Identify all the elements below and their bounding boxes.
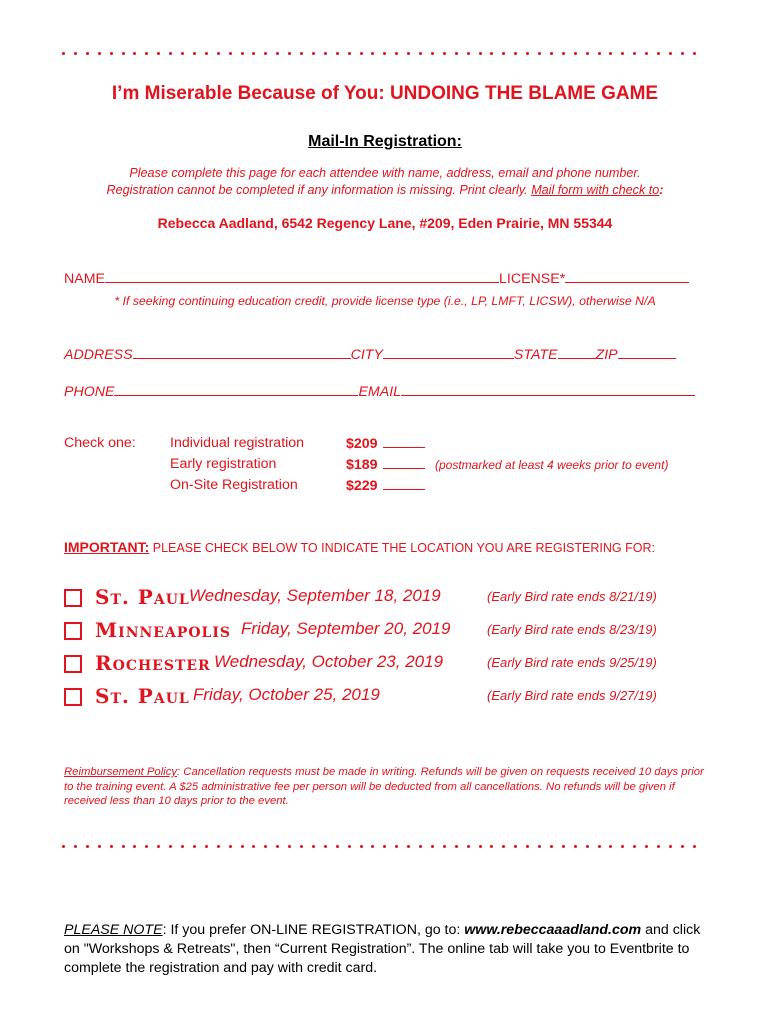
divider-dot: [645, 845, 648, 848]
divider-dot: [348, 52, 351, 55]
divider-dot: [693, 52, 696, 55]
early-bird-note: (Early Bird rate ends 8/23/19): [487, 622, 657, 637]
location-date: Wednesday, September 18, 2019: [189, 586, 441, 605]
city-label: CITY: [350, 347, 383, 363]
divider-dot: [621, 845, 624, 848]
address-label: ADDRESS: [64, 347, 133, 363]
divider-dot: [383, 845, 386, 848]
price-early: $189: [346, 457, 378, 473]
divider-dot: [86, 52, 89, 55]
location-city: St. Paul: [95, 684, 190, 708]
divider-dot: [74, 845, 77, 848]
checkbox-minneapolis[interactable]: [64, 622, 82, 640]
divider-dot: [431, 52, 434, 55]
location-date: Wednesday, October 23, 2019: [214, 652, 444, 671]
divider-dot: [395, 845, 398, 848]
divider-dot: [657, 52, 660, 55]
divider-dot: [300, 52, 303, 55]
please-note-label: PLEASE NOTE: [64, 922, 163, 938]
instructions-text: Registration cannot be completed if any information is missing. Print clearly.: [106, 183, 532, 197]
divider-dot: [312, 52, 315, 55]
divider-dot: [526, 845, 529, 848]
divider-dot: [62, 52, 65, 55]
divider-dot: [693, 845, 696, 848]
location-city: Minneapolis: [95, 618, 232, 642]
important-notice: [64, 539, 655, 555]
price-onsite: $229: [346, 478, 378, 494]
divider-dot: [205, 52, 208, 55]
divider-dot: [229, 52, 232, 55]
divider-dot: [586, 52, 589, 55]
divider-dot: [669, 845, 672, 848]
divider-dot: [74, 52, 77, 55]
divider-dot: [181, 52, 184, 55]
divider-dot: [360, 52, 363, 55]
divider-dot: [169, 845, 172, 848]
mail-form-note: Mail form with check to: [531, 183, 660, 197]
divider-dot: [241, 52, 244, 55]
divider-dot: [550, 845, 553, 848]
checkbox-st-paul-oct[interactable]: [64, 688, 82, 706]
divider-dot: [574, 52, 577, 55]
divider-dot: [669, 52, 672, 55]
zip-label: ZIP: [595, 347, 618, 363]
divider-dot: [562, 845, 565, 848]
divider-dot: [586, 845, 589, 848]
divider-dot: [217, 845, 220, 848]
license-note: * If seeking continuing education credit, provide license type (i.e., LP, LMFT, LICSW), otherwise N/A: [114, 294, 656, 308]
divider-dot: [181, 845, 184, 848]
divider-dot: [609, 845, 612, 848]
divider-dot: [479, 845, 482, 848]
check-one-label: Check one:: [64, 435, 136, 451]
location-date: Friday, October 25, 2019: [193, 685, 380, 704]
please-note-text: : If you prefer ON-LINE REGISTRATION, go to:: [162, 922, 465, 938]
divider-dot: [252, 845, 255, 848]
phone-email-row: [64, 381, 695, 400]
divider-dot: [598, 52, 601, 55]
price-individual: $209: [346, 436, 378, 452]
reimbursement-policy: [64, 765, 714, 809]
divider-dot: [348, 845, 351, 848]
divider-dot: [407, 52, 410, 55]
checkbox-rochester[interactable]: [64, 655, 82, 673]
option-individual-price: [346, 435, 425, 452]
address-row: [64, 344, 676, 363]
divider-dot: [562, 52, 565, 55]
divider-dot: [550, 52, 553, 55]
divider-dot: [467, 52, 470, 55]
divider-dot: [193, 845, 196, 848]
divider-dot: [490, 52, 493, 55]
divider-dot: [110, 845, 113, 848]
divider-dot: [110, 52, 113, 55]
reimbursement-text: : Cancellation requests must be made in writing. Refunds will be given on requests received 10 days prior to the training event. A $25 administrative fee per person will be deducted from all cancellations. No refunds will be given if received less than 10 days prior to the event.: [64, 766, 704, 807]
divider-dot: [252, 52, 255, 55]
divider-dot: [526, 52, 529, 55]
reimbursement-label: Reimbursement Policy: [64, 766, 178, 778]
divider-dot: [645, 52, 648, 55]
instructions-line-2: [0, 183, 770, 197]
phone-field[interactable]: [114, 381, 358, 396]
divider-dot: [657, 845, 660, 848]
divider-dot: [431, 845, 434, 848]
divider-dot: [681, 845, 684, 848]
divider-dot: [264, 52, 267, 55]
divider-dot: [288, 845, 291, 848]
divider-dot: [122, 52, 125, 55]
divider-dot: [538, 52, 541, 55]
location-city: Rochester: [95, 651, 211, 675]
divider-dot: [371, 52, 374, 55]
divider-dot: [98, 52, 101, 55]
divider-dot: [538, 845, 541, 848]
divider-dot: [383, 52, 386, 55]
option-early-label: Early registration: [170, 456, 277, 472]
state-field[interactable]: [558, 344, 596, 359]
early-bird-note: (Early Bird rate ends 9/25/19): [487, 655, 657, 670]
divider-dot: [145, 52, 148, 55]
early-registration-note: (postmarked at least 4 weeks prior to event): [435, 458, 669, 472]
divider-dot: [443, 52, 446, 55]
divider-dot: [145, 845, 148, 848]
divider-dot: [502, 52, 505, 55]
divider-dot: [98, 845, 101, 848]
divider-dot: [443, 845, 446, 848]
divider-dot: [169, 52, 172, 55]
divider-dot: [467, 845, 470, 848]
divider-dot: [371, 845, 374, 848]
divider-dot: [479, 52, 482, 55]
divider-dot: [419, 52, 422, 55]
divider-dot: [324, 845, 327, 848]
divider-dot: [324, 52, 327, 55]
divider-dot: [86, 845, 89, 848]
divider-dot: [276, 845, 279, 848]
divider-dot: [288, 52, 291, 55]
divider-dot: [395, 52, 398, 55]
divider-dot: [133, 845, 136, 848]
option-early-price: [346, 456, 425, 473]
early-bird-note: (Early Bird rate ends 9/27/19): [487, 688, 657, 703]
mailing-address: Rebecca Aadland, 6542 Regency Lane, #209, Eden Prairie, MN 55344: [157, 215, 613, 231]
divider-dot: [633, 52, 636, 55]
license-label: LICENSE*: [499, 271, 566, 287]
divider-dot: [229, 845, 232, 848]
divider-dot: [407, 845, 410, 848]
divider-dot: [490, 845, 493, 848]
option-onsite-price: [346, 477, 425, 494]
important-label: IMPORTANT:: [64, 539, 150, 555]
divider-dot: [455, 845, 458, 848]
top-dotted-divider: [62, 52, 696, 58]
onsite-check-blank[interactable]: [383, 477, 425, 490]
important-text: PLEASE CHECK BELOW TO INDICATE THE LOCATION YOU ARE REGISTERING FOR:: [149, 541, 655, 555]
name-license-row: [64, 268, 689, 287]
divider-dot: [514, 52, 517, 55]
divider-dot: [217, 52, 220, 55]
divider-dot: [336, 52, 339, 55]
divider-dot: [336, 845, 339, 848]
divider-dot: [598, 845, 601, 848]
form-subtitle: Mail-In Registration:: [308, 133, 462, 150]
name-field[interactable]: [105, 268, 499, 283]
state-label: STATE: [513, 347, 558, 363]
name-label: NAME: [64, 271, 105, 287]
zip-field[interactable]: [618, 344, 676, 359]
divider-dot: [621, 52, 624, 55]
option-individual-label: Individual registration: [170, 435, 305, 451]
divider-dot: [264, 845, 267, 848]
divider-dot: [193, 52, 196, 55]
instructions-line-1: Please complete this page for each attendee with name, address, email and phone number.: [129, 166, 641, 180]
city-field[interactable]: [383, 344, 514, 359]
divider-dot: [455, 52, 458, 55]
website-link[interactable]: www.rebeccaaadland.com: [464, 922, 642, 938]
email-label: EMAIL: [358, 384, 402, 400]
bottom-dotted-divider: [62, 845, 696, 851]
please-note-text-2: and click on "Workshops & Retreats", then “Current Registration”. The online tab will take you to Eventbrite to complete the registration and pay with credit card.: [64, 922, 701, 976]
location-date: Friday, September 20, 2019: [241, 619, 451, 638]
divider-dot: [300, 845, 303, 848]
early-bird-note: (Early Bird rate ends 8/21/19): [487, 589, 657, 604]
divider-dot: [276, 52, 279, 55]
divider-dot: [360, 845, 363, 848]
checkbox-st-paul-sept[interactable]: [64, 589, 82, 607]
location-city: St. Paul: [95, 585, 190, 609]
online-registration-note: [64, 921, 714, 978]
divider-dot: [157, 845, 160, 848]
divider-dot: [122, 845, 125, 848]
license-field[interactable]: [565, 268, 689, 283]
divider-dot: [62, 845, 65, 848]
divider-dot: [502, 845, 505, 848]
individual-check-blank[interactable]: [383, 435, 425, 448]
email-field[interactable]: [401, 381, 695, 396]
divider-dot: [312, 845, 315, 848]
divider-dot: [241, 845, 244, 848]
divider-dot: [157, 52, 160, 55]
page-title: I’m Miserable Because of You: UNDOING THE BLAME GAME: [111, 83, 659, 104]
option-onsite-label: On-Site Registration: [170, 477, 298, 493]
instructions-colon: :: [659, 183, 664, 197]
address-field[interactable]: [133, 344, 351, 359]
divider-dot: [514, 845, 517, 848]
divider-dot: [609, 52, 612, 55]
divider-dot: [133, 52, 136, 55]
phone-label: PHONE: [64, 384, 115, 400]
divider-dot: [633, 845, 636, 848]
divider-dot: [681, 52, 684, 55]
early-check-blank[interactable]: [383, 456, 425, 469]
divider-dot: [205, 845, 208, 848]
divider-dot: [574, 845, 577, 848]
divider-dot: [419, 845, 422, 848]
